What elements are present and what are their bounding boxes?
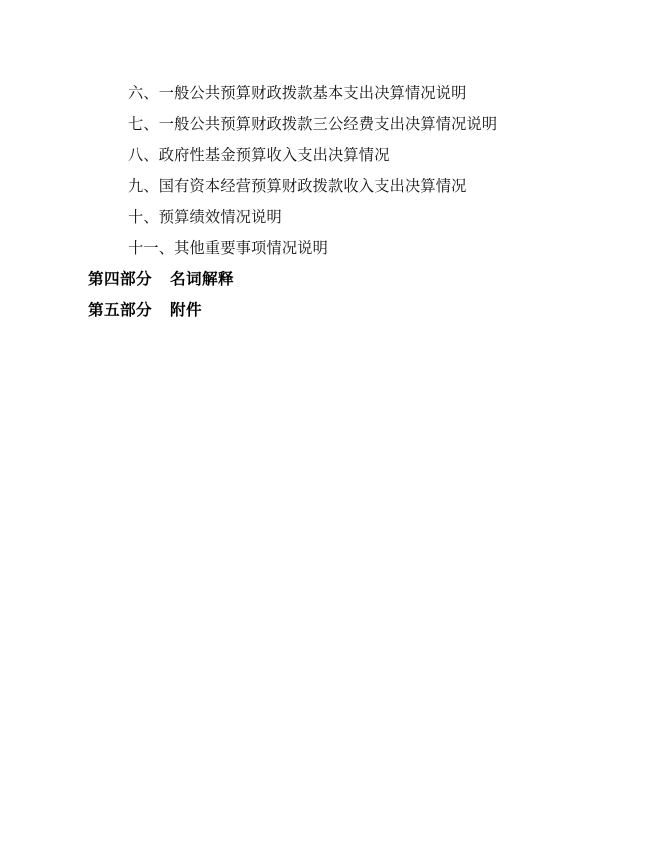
toc-item: 六、一般公共预算财政拨款基本支出决算情况说明	[128, 85, 467, 102]
toc-part-title: 名词解释	[169, 271, 234, 288]
toc-part-heading	[0, 264, 652, 295]
toc-item: 十一、其他重要事项情况说明	[128, 240, 329, 257]
toc-item: 七、一般公共预算财政拨款三公经费支出决算情况说明	[128, 116, 498, 133]
toc-part-heading	[0, 295, 652, 326]
toc-item: 八、政府性基金预算收入支出决算情况	[128, 147, 390, 164]
toc-part-label: 第五部分	[88, 302, 152, 319]
toc-part-label: 第四部分	[88, 271, 152, 288]
table-of-contents	[0, 78, 652, 326]
toc-part-title: 附件	[169, 302, 202, 319]
toc-item: 十、预算绩效情况说明	[128, 209, 282, 226]
toc-item: 九、国有资本经营预算财政拨款收入支出决算情况	[128, 178, 467, 195]
